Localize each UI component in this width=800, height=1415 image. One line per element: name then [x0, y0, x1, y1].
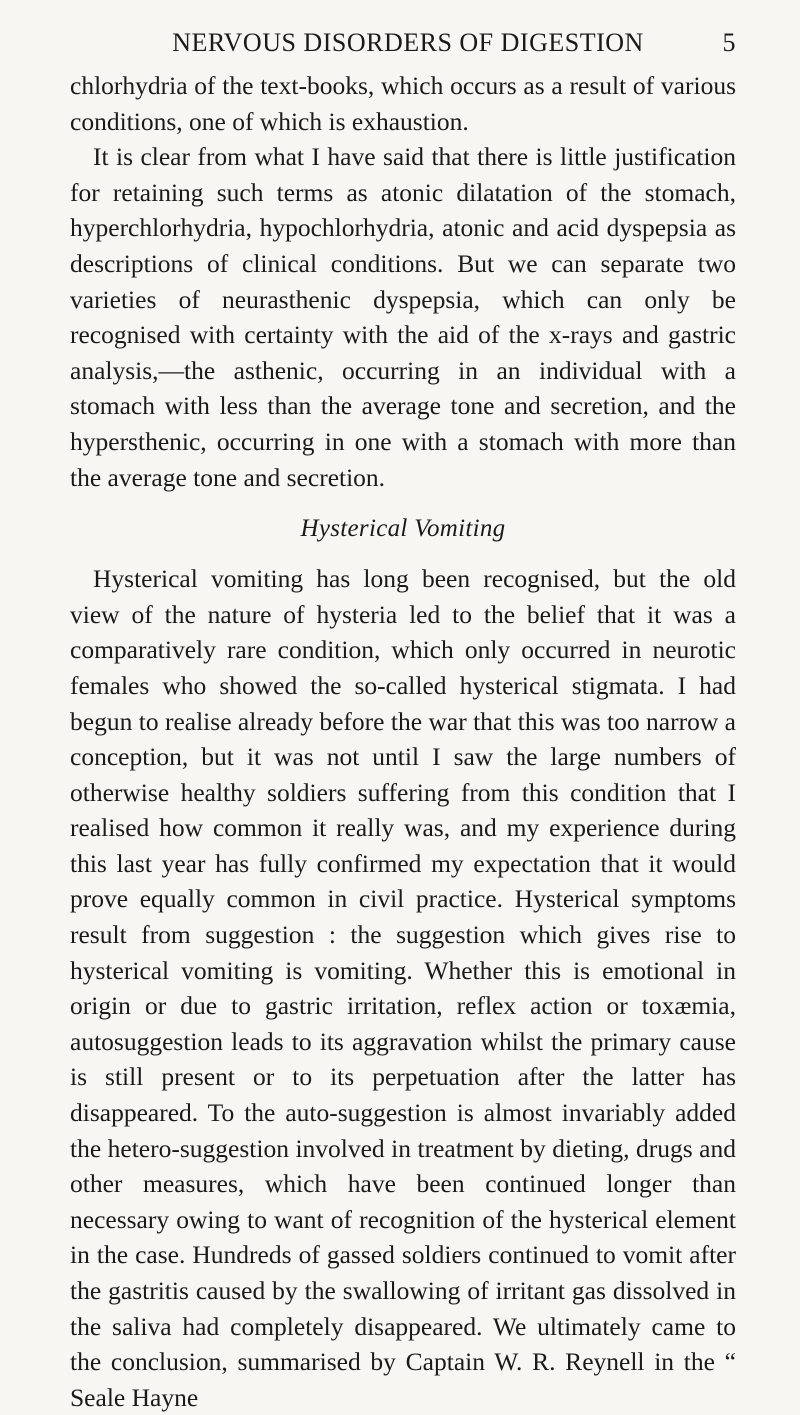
paragraph-hysterical-vomiting: Hysterical vomiting has long been recognised, but the old view of the nature of hysteria led to the belief that it was a comparatively rare condition, which only occurred in neurotic females who showed the so-called hysterical stigmata. I had begun to realise already before the war that this was too narrow a conception, but it was not until I saw the large numbers of otherwise healthy soldiers suffering from this condition that I realised how common it really was, and my experience during this last year has fully confirmed my expectation that it would prove equally common in civil practice. Hysterical symptoms result from suggestion : the suggestion which gives rise to hysterical vomiting is vomiting. Whether this is emotional in origin or due to gastric irritation, reflex action or toxæmia, autosuggestion leads to its aggravation whilst the primary cause is still present or to its perpetuation after the latter has disappeared. To the auto-suggestion is almost invariably added the hetero-suggestion involved in treatment by dieting, drugs and other measures, which have been continued longer than necessary owing to want of recognition of the hysterical element in the case. Hundreds of gassed soldiers continued to vomit after the gastritis caused by the swallowing of irritant gas dissolved in the saliva had completely disappeared. We ultimately came to the conclusion, summarised by Captain W. R. Reynell in the “ Seale Hayne — [70, 564, 736, 1412]
paragraph-terms: It is clear from what I have said that there is little justification for retaining such terms as atonic dilatation of the stomach, hyperchlorhydria, hypochlorhydria, atonic and acid dyspepsia as descriptions of clinical conditions. But we can separate two varieties of neurasthenic dyspepsia, which can only be recognised with certainty with the aid of the x-rays and gastric analysis,—the asthenic, occurring in an individual with a stomach with less than the average tone and secretion, and the hypersthenic, occurring in one with a stomach with more than the average tone and secretion. — [70, 142, 736, 492]
section-heading: Hysterical Vomiting — [300, 515, 506, 543]
page-number: 5 — [722, 28, 736, 57]
body-text — [70, 68, 736, 1415]
running-head — [70, 28, 736, 68]
running-title: NERVOUS DISORDERS OF DIGESTION — [172, 28, 644, 57]
book-page — [70, 28, 736, 1415]
paragraph-continuation: chlorhydria of the text-books, which occurs as a result of various conditions, one of which is exhaustion. — [70, 71, 736, 136]
